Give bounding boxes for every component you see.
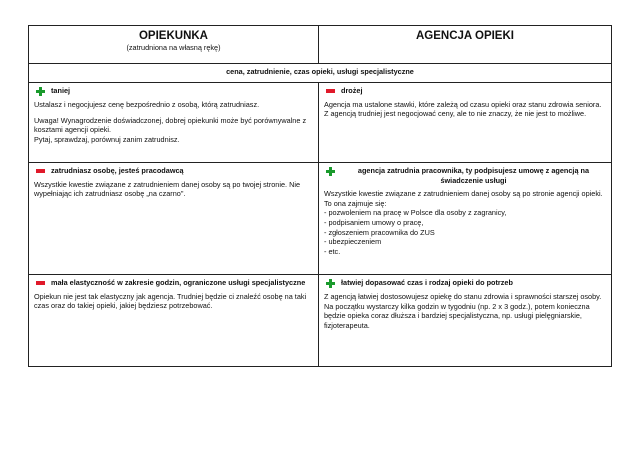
cell-heading-text: drożej xyxy=(341,86,363,95)
minus-icon xyxy=(36,281,45,285)
cell-heading xyxy=(34,86,313,96)
table-cell-right xyxy=(319,163,612,275)
cell-heading-text: zatrudniasz osobę, jesteś pracodawcą xyxy=(51,166,184,175)
list-item: - zgłoszeniem pracownika do ZUS xyxy=(324,227,435,237)
right-column-title: AGENCJA OPIEKI xyxy=(416,30,514,42)
table-row xyxy=(29,163,612,275)
cell-heading-text: łatwiej dopasować czas i rodzaj opieki do potrzeb xyxy=(341,278,513,287)
plus-icon xyxy=(326,167,335,176)
cell-heading-text: mała elastyczność w zakresie godzin, ograniczone usługi specjalistyczne xyxy=(51,278,306,287)
cell-paragraph: Ustalasz i negocjujesz cenę bezpośrednio z osobą, którą zatrudniasz. xyxy=(34,100,260,109)
plus-icon xyxy=(36,87,45,96)
table-row xyxy=(29,83,612,163)
cell-paragraph: Pytaj, sprawdzaj, porównuj zanim zatrudnisz. xyxy=(34,134,180,144)
cell-paragraph: Wszystkie kwestie związane z zatrudnieniem danej osoby są po twojej stronie. Nie wypełniając ich zatrudniasz osobę „na czarno". xyxy=(34,179,301,199)
table-cell-right xyxy=(319,83,612,163)
cell-heading xyxy=(324,166,606,185)
header-right-cell xyxy=(319,26,612,64)
span-row xyxy=(29,64,612,83)
cell-line: To ona zajmuje się: xyxy=(324,198,387,208)
cell-paragraph: Z agencją łatwiej dostosowujesz opiekę do stanu zdrowia i sprawności starszej osoby. xyxy=(324,292,602,301)
categories-caption: cena, zatrudnienie, czas opieki, usługi specjalistyczne xyxy=(29,64,612,83)
list-item: - etc. xyxy=(324,246,341,256)
cell-heading xyxy=(34,166,313,176)
minus-icon xyxy=(36,169,45,173)
cell-paragraph: Agencja ma ustalone stawki, które zależą od czasu opieki oraz stanu zdrowia seniora. xyxy=(324,99,602,109)
table-cell-left xyxy=(29,83,319,163)
table-row xyxy=(29,275,612,367)
cell-heading xyxy=(324,278,606,288)
left-column-title: OPIEKUNKA xyxy=(138,30,208,42)
list-item: - pozwoleniem na pracę w Polsce dla osoby z zagranicy, xyxy=(324,208,507,218)
cell-paragraph: Uwaga! Wynagrodzenie doświadczonej, dobrej opiekunki może być porównywalne z kosztami agencji opieki. xyxy=(34,115,307,135)
cell-paragraph: Opiekun nie jest tak elastyczny jak agencja. Trudniej będzie ci znaleźć osobę na taki czas oraz do takiej opieki, jakiej będziesz potrzebować. xyxy=(34,291,307,311)
plus-icon xyxy=(326,279,335,288)
cell-line: Wszystkie kwestie związane z zatrudnieniem danej osoby są po stronie agencji opieki. xyxy=(324,189,603,199)
header-left-cell xyxy=(29,26,319,64)
cell-heading-text: taniej xyxy=(51,86,71,95)
comparison-table xyxy=(28,25,612,367)
left-column-subtitle: (zatrudniona na własną rękę) xyxy=(126,43,221,52)
cell-paragraph: Na początku wystarczy kilka godzin w tygodniu (np. 2 x 3 godz.), potem konieczna będzie opieka coraz dłuższa i bardziej specjalistyczna, np. usługi pielęgniarskie, fizjoterapeuta. xyxy=(324,301,590,330)
cell-heading xyxy=(324,86,606,96)
cell-heading-text: agencja zatrudnia pracownika, ty podpisujesz umowę z agencją na świadczenie usługi xyxy=(357,166,590,185)
header-row xyxy=(29,26,612,64)
cell-paragraph: Z agencją trudniej jest negocjować ceny, ale to nie znaczy, że nie jest to możliwe. xyxy=(324,109,587,119)
list-item: - podpisaniem umowy o pracę, xyxy=(324,217,424,227)
table-cell-left xyxy=(29,275,319,367)
list-item: - ubezpieczeniem xyxy=(324,237,382,247)
cell-heading xyxy=(34,278,313,288)
table-cell-right xyxy=(319,275,612,367)
minus-icon xyxy=(326,89,335,93)
table-cell-left xyxy=(29,163,319,275)
